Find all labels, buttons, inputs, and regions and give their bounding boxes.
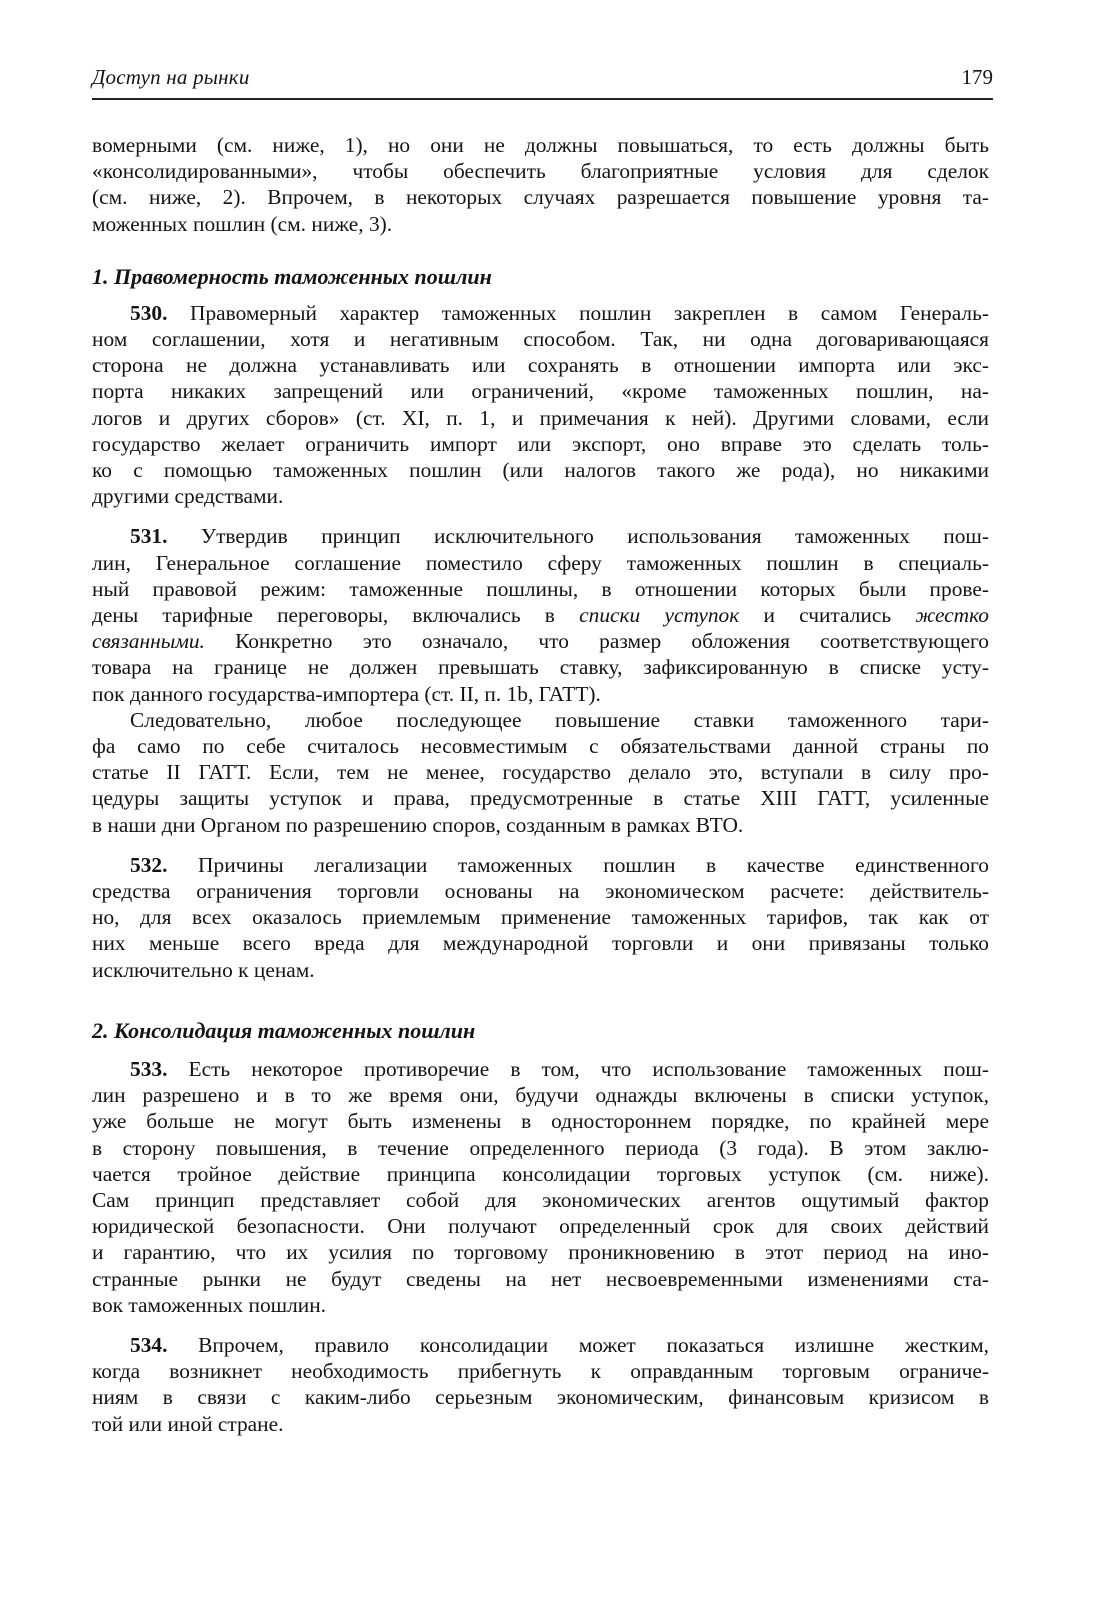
italic-term: связанными. (92, 629, 205, 654)
paragraph-number: 530. (130, 300, 168, 325)
text-line: в сторону повышения, в течение определенного периода (3 года). В этом заклю- (92, 1135, 989, 1160)
header-rule (92, 98, 993, 100)
text-line: в наши дни Органом по разрешению споров, созданным в рамках ВТО. (92, 812, 744, 837)
text-line: другими средствами. (92, 484, 284, 509)
section-heading-1: 1. Правомерность таможенных пошлин (92, 263, 492, 289)
paragraph-534 (92, 1332, 989, 1437)
paragraph-number: 532. (130, 852, 168, 877)
text-line: моженных пошлин (см. ниже, 3). (92, 211, 393, 236)
text-line: порта никаких запрещений или ограничений, «кроме таможенных пошлин, на- (92, 379, 989, 404)
text-line: ниям в связи с каким-либо серьезным экономическим, финансовым кризисом в (92, 1385, 989, 1410)
text-run: Есть некоторое противоречие в том, что использование таможенных пош- (188, 1056, 989, 1081)
text-line (92, 602, 989, 628)
text-run: Причины легализации таможенных пошлин в качестве единственного (198, 852, 989, 877)
text-run: и считались (739, 603, 916, 628)
paragraph-number: 531. (130, 524, 168, 549)
text-line (92, 300, 989, 326)
running-title: Доступ на рынки (92, 65, 250, 89)
body-text (92, 132, 989, 1437)
section-heading-2: 2. Консолидация таможенных пошлин (92, 1017, 476, 1043)
text-run: Конкретно это означало, что размер обложения соответствующего (204, 629, 989, 654)
text-line: ном соглашении, хотя и негативным способом. Так, ни одна договаривающаяся (92, 327, 989, 352)
text-line (92, 628, 989, 654)
text-line: цедуры защиты уступок и права, предусмотренные в статье XIII ГАТТ, усиленные (92, 786, 989, 811)
text-line: средства ограничения торговли основаны на экономическом расчете: действитель- (92, 879, 989, 904)
text-line: ко с помощью таможенных пошлин (или налогов такого же рода), но никакими (92, 458, 989, 483)
text-line: странные рынки не будут сведены на нет несвоевременными изменениями ста- (92, 1266, 989, 1291)
text-line: той или иной стране. (92, 1411, 284, 1436)
intro-paragraph (92, 132, 989, 237)
paragraph-number: 534. (130, 1332, 168, 1357)
text-line: вомерными (см. ниже, 1), но они не должны повышаться, то есть должны быть (92, 133, 989, 157)
text-line: «консолидированными», чтобы обеспечить благоприятные условия для сделок (92, 159, 989, 184)
italic-term: списки уступок (579, 603, 740, 628)
text-run: дены тарифные переговоры, включались в (92, 603, 580, 628)
text-line (92, 1056, 989, 1082)
text-line: и гарантию, что их усилия по торговому проникновению в этот период на ино- (92, 1240, 989, 1265)
text-line: уже больше не могут быть изменены в одностороннем порядке, по крайней мере (92, 1109, 989, 1134)
text-run: Правомерный характер таможенных пошлин закреплен в самом Генераль- (190, 300, 989, 325)
paragraph-531 (92, 523, 989, 706)
text-line: Следовательно, любое последующее повышение ставки таможенного тари- (130, 707, 989, 732)
text-line: Сам принцип представляет собой для экономических агентов ощутимый фактор (92, 1187, 989, 1212)
text-line: пок данного государства-импортера (ст. II, п. 1b, ГАТТ). (92, 681, 601, 706)
italic-term: жестко (915, 603, 989, 628)
text-line: государство желает ограничить импорт или экспорт, оно вправе это сделать толь- (92, 431, 989, 456)
paragraph-531-continued (92, 707, 989, 838)
text-line: когда возникнет необходимость прибегнуть к оправданным торговым ограниче- (92, 1359, 989, 1384)
text-line: но, для всех оказалось приемлемым применение таможенных тарифов, так как от (92, 905, 989, 930)
running-head (92, 62, 993, 100)
text-line: них меньше всего вреда для международной торговли и они привязаны только (92, 931, 989, 956)
text-line: лин, Генеральное соглашение поместило сферу таможенных пошлин в специаль- (92, 550, 989, 575)
text-line: статье II ГАТТ. Если, тем не менее, государство делало это, вступали в силу про- (92, 760, 989, 785)
text-run: Утвердив принцип исключительного использования таможенных пош- (200, 524, 989, 549)
text-line: чается тройное действие принципа консолидации торговых уступок (см. ниже). (92, 1161, 989, 1186)
paragraph-530 (92, 300, 989, 510)
text-run: Впрочем, правило консолидации может показаться излишне жестким, (198, 1332, 989, 1357)
text-line: ный правовой режим: таможенные пошлины, в отношении которых были прове- (92, 576, 989, 601)
paragraph-532 (92, 852, 989, 983)
text-line: товара на границе не должен превышать ставку, зафиксированную в списке усту- (92, 655, 989, 680)
text-line: логов и других сборов» (ст. XI, п. 1, и примечания к ней). Другими словами, если (92, 405, 989, 430)
text-line: фа само по себе считалось несовместимым с обязательствами данной страны по (92, 734, 989, 759)
paragraph-number: 533. (130, 1056, 168, 1081)
text-line: вок таможенных пошлин. (92, 1292, 327, 1317)
paragraph-533 (92, 1056, 989, 1318)
text-line (92, 1332, 989, 1358)
text-line: сторона не должна устанавливать или сохранять в отношении импорта или экс- (92, 353, 989, 378)
text-line: исключительно к ценам. (92, 957, 315, 982)
text-line: юридической безопасности. Они получают определенный срок для своих действий (92, 1214, 989, 1239)
text-line: (см. ниже, 2). Впрочем, в некоторых случаях разрешается повышение уровня та- (92, 185, 989, 210)
page-number: 179 (961, 65, 993, 89)
text-line (92, 523, 989, 549)
text-line (92, 852, 989, 878)
text-line: лин разрешено и в то же время они, будучи однажды включены в списки уступок, (92, 1083, 989, 1108)
